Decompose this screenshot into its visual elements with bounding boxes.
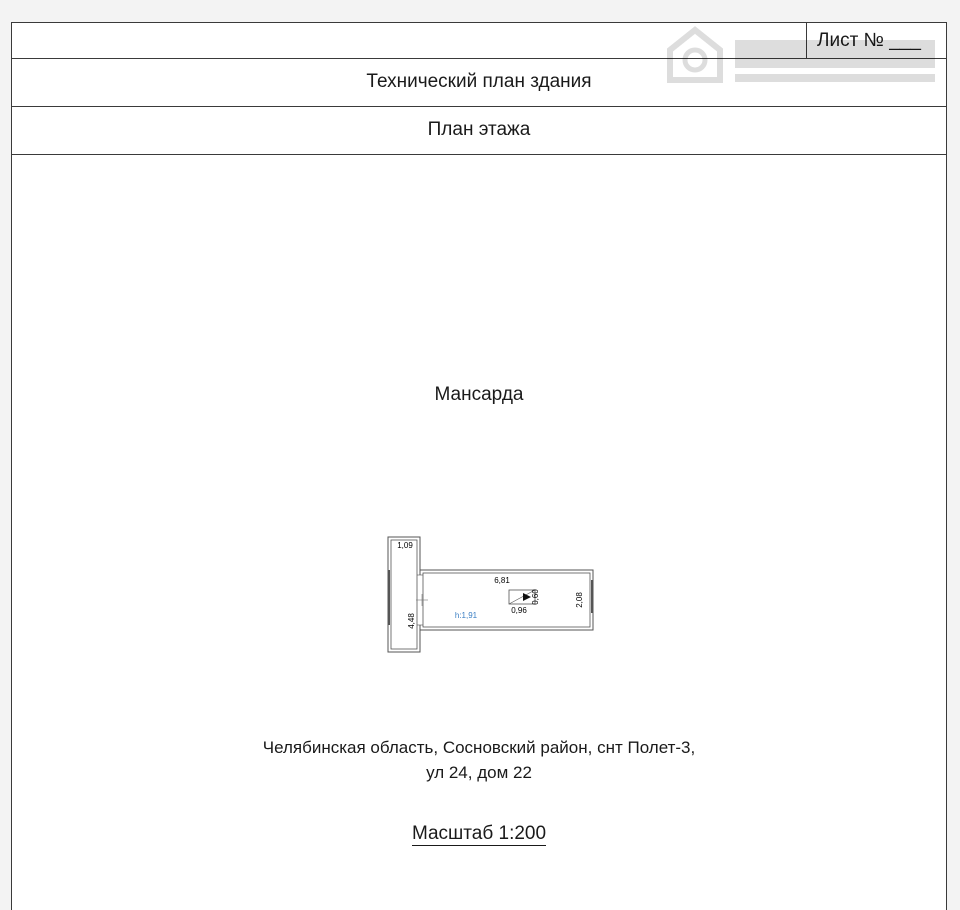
document-title: Технический план здания xyxy=(12,59,946,107)
dim-stair-depth: 0,60 xyxy=(531,589,540,605)
scale-label: Масштаб 1:200 xyxy=(411,823,547,844)
technical-plan-sheet xyxy=(11,22,947,910)
dim-room-length: 6,81 xyxy=(494,576,510,585)
dim-left-top-width: 1,09 xyxy=(397,541,413,550)
address-line-1: Челябинская область, Сосновский район, снт Полет-3, xyxy=(262,738,696,757)
address-block xyxy=(12,735,946,785)
left-wing-outer-wall xyxy=(388,537,420,652)
ceiling-height-label: h:1,91 xyxy=(454,611,478,620)
floor-plan-drawing xyxy=(376,515,596,655)
sheet-header-row xyxy=(12,23,946,59)
sheet-number-label: Лист № ___ xyxy=(806,23,946,58)
scale-label-wrapper xyxy=(12,823,946,845)
dim-left-height: 4,48 xyxy=(407,613,416,629)
dim-stair-width: 0,96 xyxy=(511,606,527,615)
floor-name: Мансарда xyxy=(434,384,524,405)
left-wing-inner-wall xyxy=(391,540,417,649)
dim-room-depth: 2,08 xyxy=(575,592,584,608)
section-title: План этажа xyxy=(12,107,946,155)
address-line-2: ул 24, дом 22 xyxy=(426,763,532,782)
